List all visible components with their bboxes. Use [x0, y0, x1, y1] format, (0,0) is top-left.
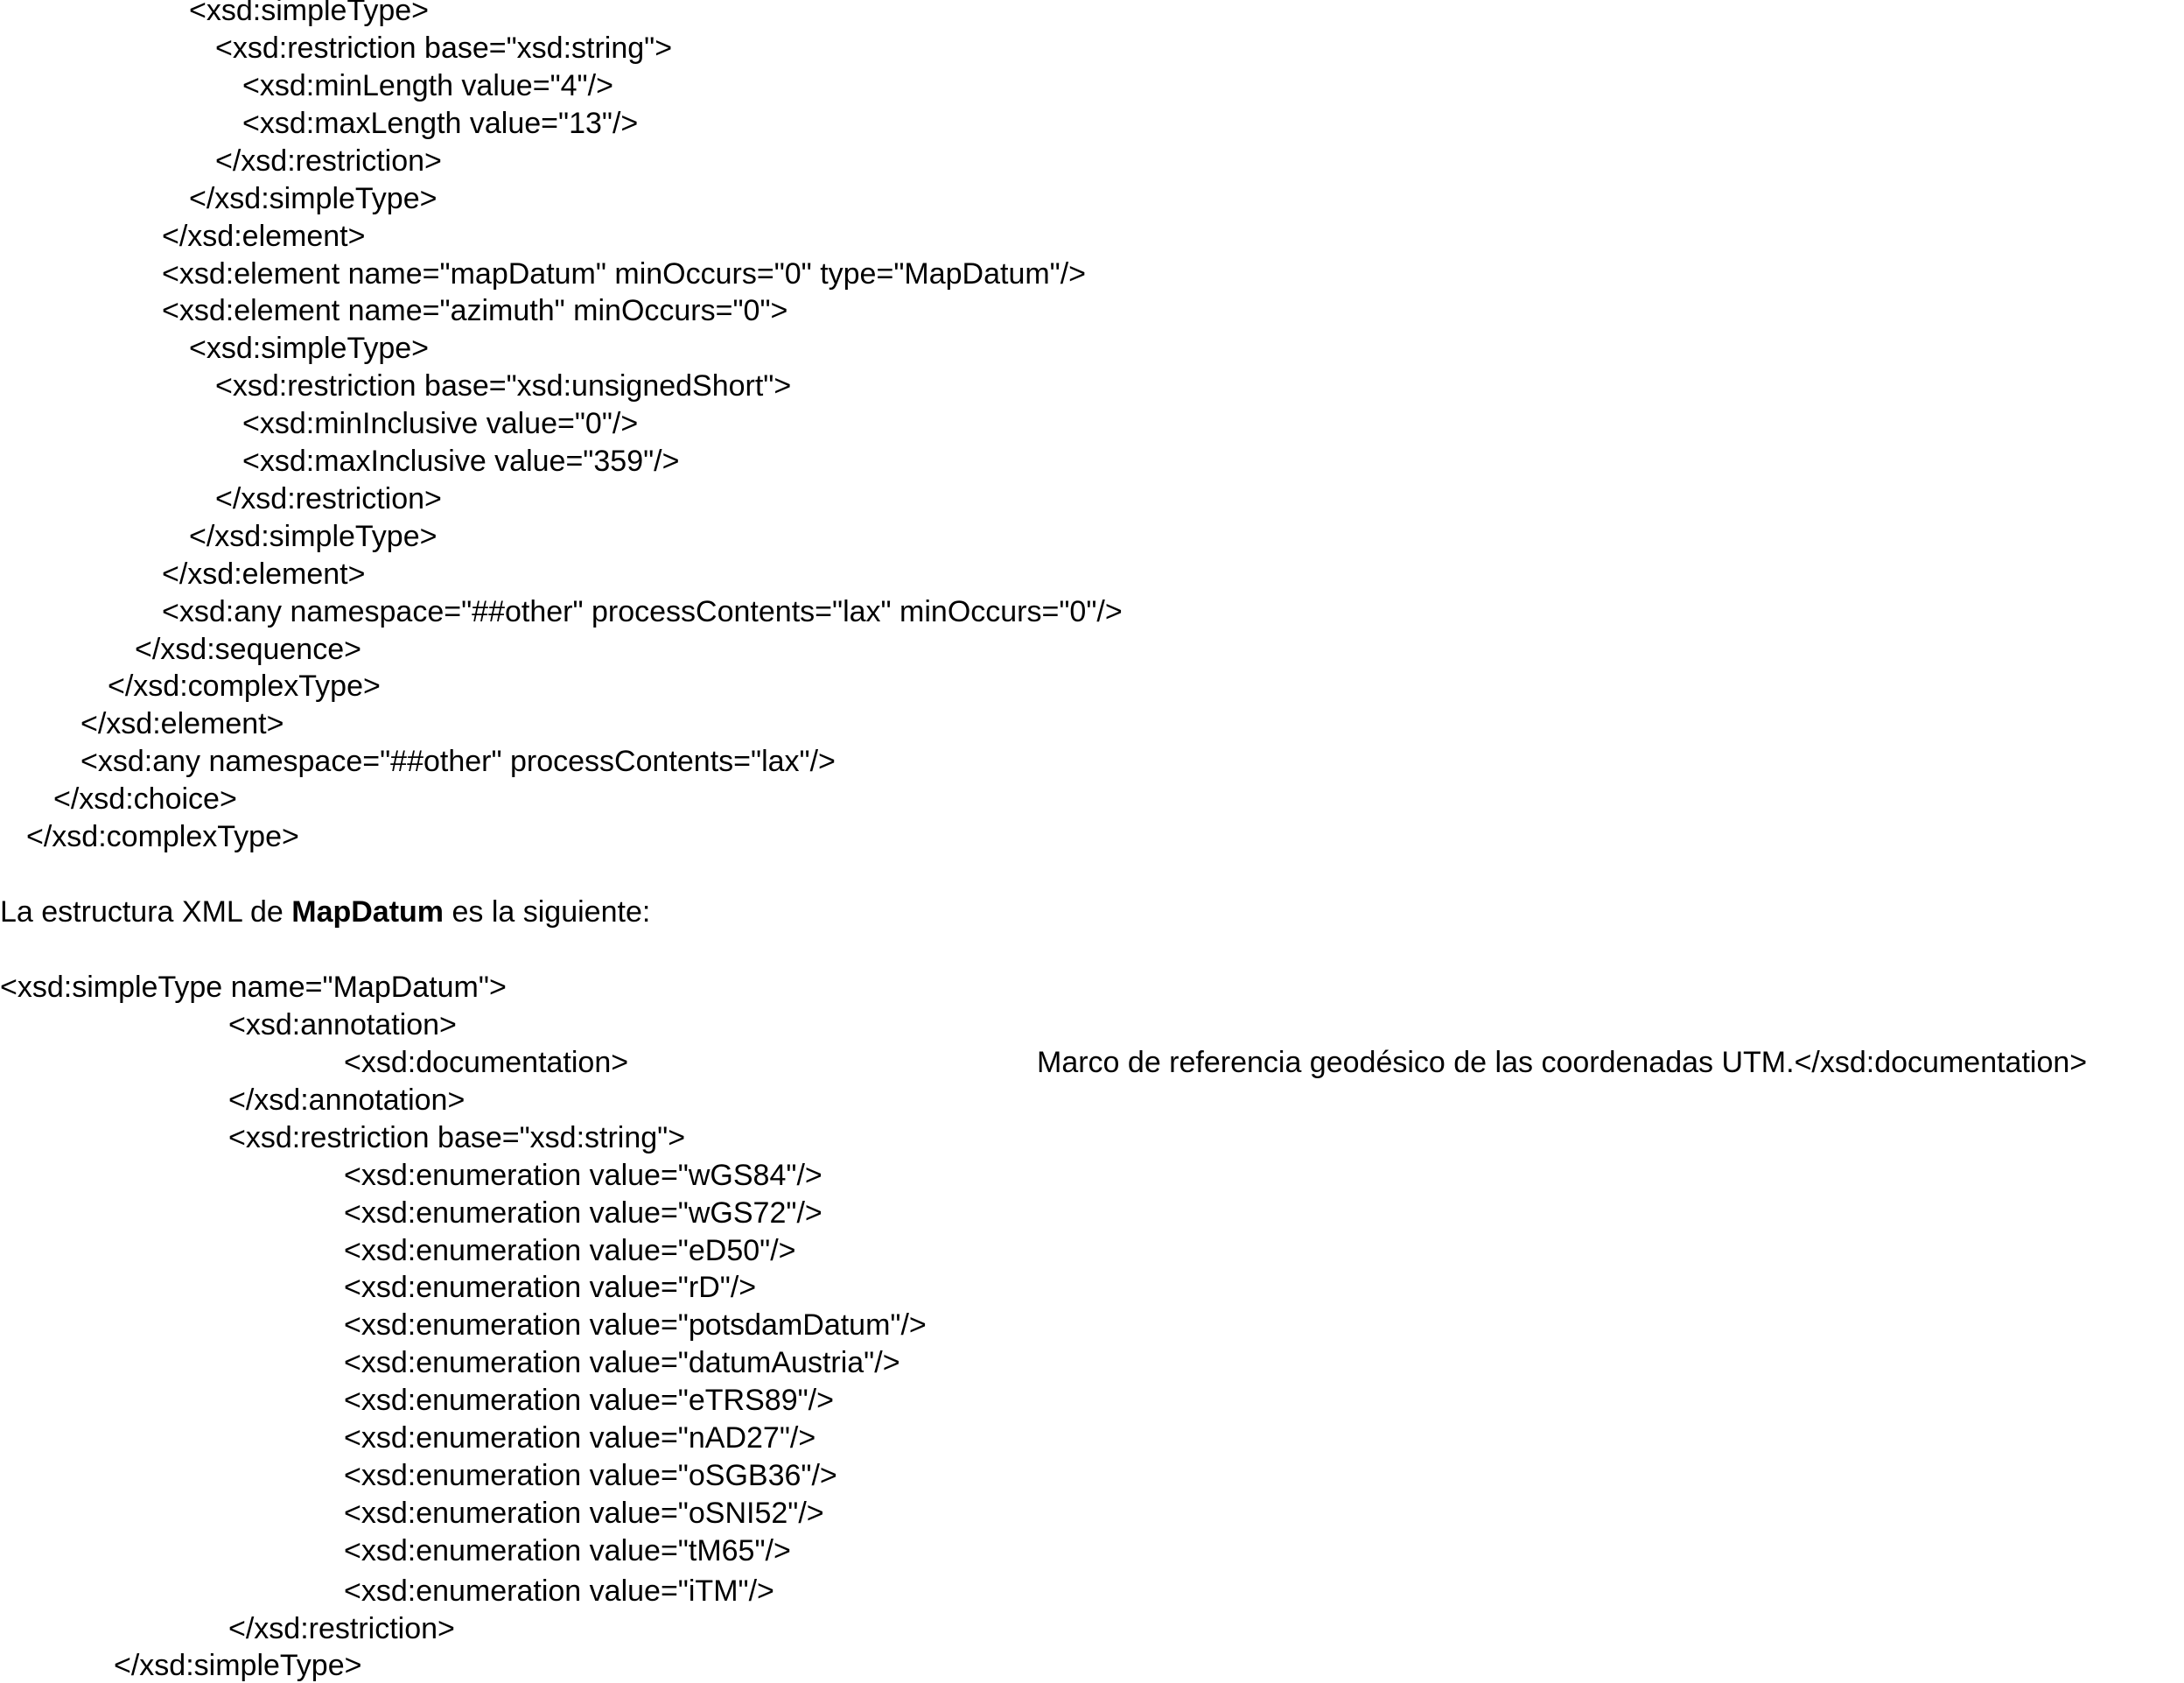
code-line: <xsd:any namespace="##other" processContents="lax" minOccurs="0"/>: [162, 595, 1123, 628]
code-line: <xsd:annotation>: [228, 1008, 457, 1041]
enumeration-line: <xsd:enumeration value="nAD27"/>: [344, 1421, 816, 1455]
enumeration-line: <xsd:enumeration value="tM65"/>: [344, 1534, 791, 1567]
code-line: </xsd:element>: [80, 707, 284, 740]
code-line: </xsd:simpleType>: [189, 182, 438, 215]
documentation-text: Marco de referencia geodésico de las coordenadas UTM.</xsd:documentation>: [1037, 1046, 2088, 1079]
code-line: <xsd:simpleType>: [189, 332, 430, 365]
code-line: <xsd:restriction base="xsd:unsignedShort">: [215, 369, 792, 403]
code-line: </xsd:simpleType>: [114, 1649, 362, 1682]
code-line: <xsd:simpleType name="MapDatum">: [0, 971, 507, 1004]
enumeration-line: <xsd:enumeration value="potsdamDatum"/>: [344, 1308, 927, 1342]
enumeration-line: <xsd:enumeration value="eTRS89"/>: [344, 1384, 834, 1417]
code-line: <xsd:documentation>: [344, 1046, 629, 1079]
code-line: </xsd:sequence>: [135, 633, 361, 666]
enumeration-line: <xsd:enumeration value="wGS72"/>: [344, 1196, 822, 1230]
code-line: </xsd:choice>: [53, 782, 237, 816]
enumeration-line: <xsd:enumeration value="datumAustria"/>: [344, 1346, 900, 1379]
code-line: </xsd:complexType>: [108, 670, 381, 703]
code-line: </xsd:element>: [162, 557, 366, 591]
code-line: <xsd:minInclusive value="0"/>: [242, 407, 639, 440]
code-line: <xsd:any namespace="##other" processContents="lax"/>: [80, 745, 836, 778]
intro-suffix: es la siguiente:: [444, 895, 651, 929]
code-line: <xsd:minLength value="4"/>: [242, 69, 613, 102]
enumeration-line: <xsd:enumeration value="oSGB36"/>: [344, 1459, 837, 1492]
enumeration-line: <xsd:enumeration value="wGS84"/>: [344, 1159, 822, 1192]
enumeration-line: <xsd:enumeration value="eD50"/>: [344, 1234, 796, 1267]
code-line: <xsd:restriction base="xsd:string">: [215, 32, 673, 65]
code-line: </xsd:restriction>: [215, 144, 442, 178]
code-line: <xsd:element name="azimuth" minOccurs="0">: [162, 294, 788, 327]
code-line: </xsd:simpleType>: [189, 520, 438, 553]
code-line: </xsd:annotation>: [228, 1083, 466, 1117]
enumeration-line: <xsd:enumeration value="oSNI52"/>: [344, 1497, 824, 1530]
code-line: </xsd:restriction>: [215, 482, 442, 515]
code-line: <xsd:element name="mapDatum" minOccurs="0" type="MapDatum"/>: [162, 257, 1087, 291]
enumeration-line: <xsd:enumeration value="rD"/>: [344, 1271, 757, 1304]
code-line: </xsd:element>: [162, 220, 366, 253]
code-line: </xsd:restriction>: [228, 1612, 455, 1645]
intro-prefix: La estructura XML de: [0, 895, 292, 929]
intro-type-name: MapDatum: [291, 895, 444, 929]
code-line: <xsd:restriction base="xsd:string">: [228, 1121, 686, 1154]
code-line: <xsd:maxInclusive value="359"/>: [242, 445, 680, 478]
code-line: <xsd:maxLength value="13"/>: [242, 107, 639, 140]
enumeration-line: <xsd:enumeration value="iTM"/>: [344, 1574, 774, 1608]
code-line: <xsd:simpleType>: [189, 0, 430, 27]
intro-paragraph: [0, 894, 650, 929]
code-line: </xsd:complexType>: [26, 820, 299, 853]
